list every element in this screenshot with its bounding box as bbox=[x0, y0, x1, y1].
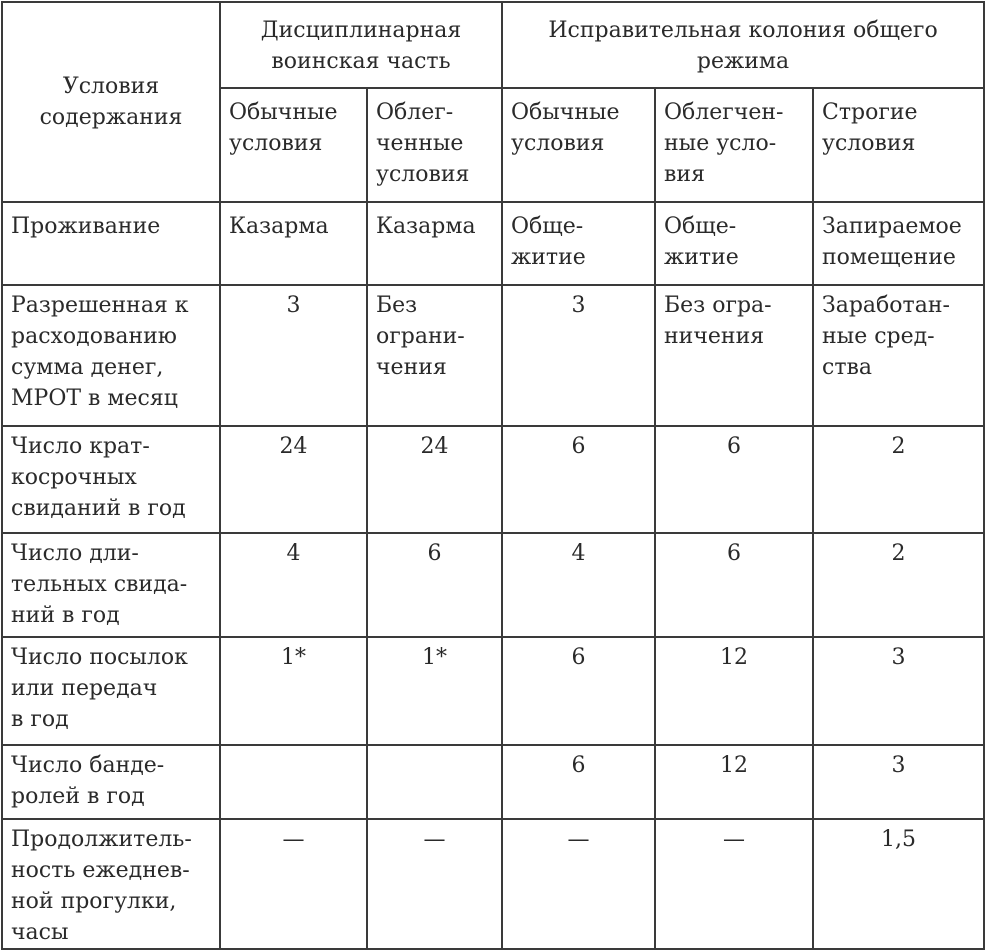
table-row bbox=[2, 637, 984, 745]
subheader-colony-relaxed: Облегчен- ные усло- вия bbox=[655, 88, 813, 202]
table-row bbox=[2, 426, 984, 533]
table-cell: 4 bbox=[220, 533, 367, 637]
table-cell: — bbox=[220, 819, 367, 949]
table-row bbox=[2, 202, 984, 285]
row-label: Число посылок или передач в год bbox=[2, 637, 220, 745]
table-cell: 6 bbox=[502, 745, 655, 819]
table-cell: — bbox=[502, 819, 655, 949]
table-cell: Без ограни- чения bbox=[367, 285, 502, 426]
table-row bbox=[2, 533, 984, 637]
table-cell: 6 bbox=[502, 426, 655, 533]
header-correctional-colony: Исправительная колония общего режима bbox=[502, 2, 984, 88]
subheader-colony-strict: Строгие условия bbox=[813, 88, 984, 202]
table-cell: — bbox=[367, 819, 502, 949]
header-row-groups bbox=[2, 2, 984, 88]
subheader-unit-ordinary: Обычные условия bbox=[220, 88, 367, 202]
table-cell: 2 bbox=[813, 426, 984, 533]
table-cell: 1* bbox=[367, 637, 502, 745]
table-cell: Запираемое помещение bbox=[813, 202, 984, 285]
table-cell: — bbox=[655, 819, 813, 949]
table-cell: 12 bbox=[655, 745, 813, 819]
table-cell bbox=[220, 745, 367, 819]
table-cell: 3 bbox=[813, 637, 984, 745]
table-cell: Без огра- ничения bbox=[655, 285, 813, 426]
table-cell: Заработан- ные сред- ства bbox=[813, 285, 984, 426]
table-cell bbox=[367, 745, 502, 819]
header-disciplinary-unit: Дисциплинарная воинская часть bbox=[220, 2, 502, 88]
table-cell: 1,5 bbox=[813, 819, 984, 949]
table-cell: 6 bbox=[502, 637, 655, 745]
row-label: Разрешенная к расходованию сумма денег, МРОТ в месяц bbox=[2, 285, 220, 426]
conditions-table bbox=[1, 1, 985, 950]
table-cell: 6 bbox=[367, 533, 502, 637]
table-cell: Казарма bbox=[367, 202, 502, 285]
table-cell: 3 bbox=[220, 285, 367, 426]
table-cell: 3 bbox=[502, 285, 655, 426]
table-row bbox=[2, 745, 984, 819]
row-label: Число дли- тельных свида- ний в год bbox=[2, 533, 220, 637]
subheader-unit-relaxed: Облег- ченные условия bbox=[367, 88, 502, 202]
table-row bbox=[2, 285, 984, 426]
table-cell: 6 bbox=[655, 426, 813, 533]
row-label: Число крат- косрочных свиданий в год bbox=[2, 426, 220, 533]
header-conditions: Условия содержания bbox=[2, 2, 220, 202]
table-cell: Обще- житие bbox=[502, 202, 655, 285]
table-cell: 12 bbox=[655, 637, 813, 745]
table-cell: Казарма bbox=[220, 202, 367, 285]
table-row bbox=[2, 819, 984, 949]
table-cell: 6 bbox=[655, 533, 813, 637]
table-cell: 24 bbox=[220, 426, 367, 533]
table-cell: Обще- житие bbox=[655, 202, 813, 285]
row-label: Проживание bbox=[2, 202, 220, 285]
table-cell: 4 bbox=[502, 533, 655, 637]
table-cell: 2 bbox=[813, 533, 984, 637]
row-label: Число банде- ролей в год bbox=[2, 745, 220, 819]
row-label: Продолжитель- ность ежеднев- ной прогулки, часы bbox=[2, 819, 220, 949]
subheader-colony-ordinary: Обычные условия bbox=[502, 88, 655, 202]
table-cell: 1* bbox=[220, 637, 367, 745]
table-cell: 24 bbox=[367, 426, 502, 533]
table-cell: 3 bbox=[813, 745, 984, 819]
